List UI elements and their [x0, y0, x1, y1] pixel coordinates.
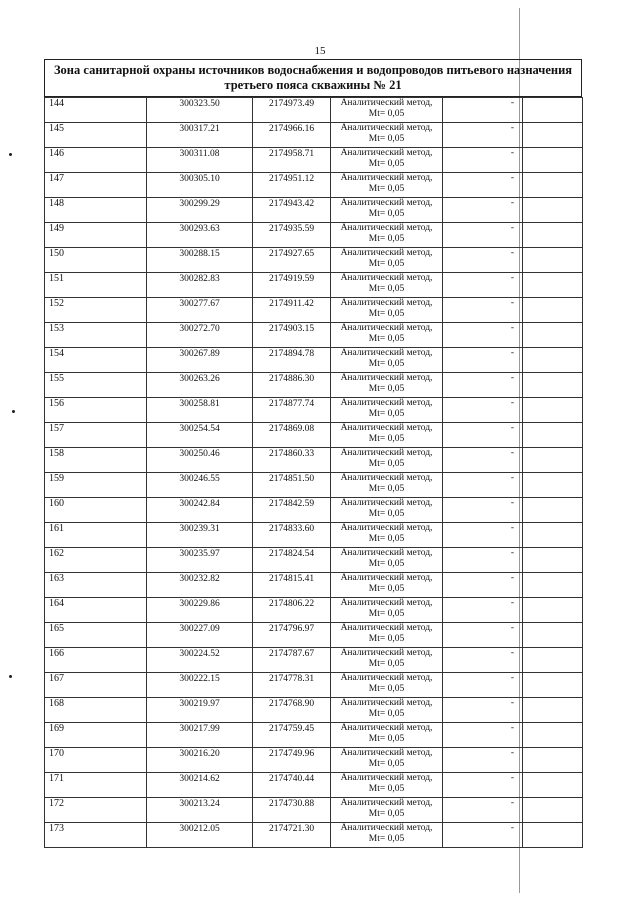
coord-y: 2174759.45	[253, 723, 331, 748]
point-number: 166	[45, 648, 147, 673]
empty-cell	[523, 298, 583, 323]
method-text: Аналитический метод,	[340, 498, 433, 508]
note-cell: -	[443, 98, 523, 123]
note-cell: -	[443, 573, 523, 598]
empty-cell	[523, 348, 583, 373]
method-text: Аналитический метод,	[340, 398, 433, 408]
coord-y: 2174721.30	[253, 823, 331, 848]
coord-x: 300224.52	[147, 648, 253, 673]
method-cell	[331, 648, 443, 673]
coord-x: 300323.50	[147, 98, 253, 123]
method-text: Аналитический метод,	[340, 623, 433, 633]
accuracy-text: Mt= 0,05	[368, 833, 405, 844]
note-cell: -	[443, 273, 523, 298]
accuracy-text: Mt= 0,05	[368, 633, 405, 644]
coord-y: 2174730.88	[253, 798, 331, 823]
coord-x: 300272.70	[147, 323, 253, 348]
accuracy-text: Mt= 0,05	[368, 508, 405, 519]
method-cell	[331, 673, 443, 698]
accuracy-text: Mt= 0,05	[368, 683, 405, 694]
table-row	[45, 498, 583, 523]
coord-y: 2174911.42	[253, 298, 331, 323]
point-number: 168	[45, 698, 147, 723]
coord-x: 300246.55	[147, 473, 253, 498]
coord-y: 2174943.42	[253, 198, 331, 223]
point-number: 151	[45, 273, 147, 298]
empty-cell	[523, 523, 583, 548]
coord-x: 300263.26	[147, 373, 253, 398]
method-text: Аналитический метод,	[340, 298, 433, 308]
page-number: 15	[314, 45, 326, 57]
method-text: Аналитический метод,	[340, 248, 433, 258]
point-number: 156	[45, 398, 147, 423]
empty-cell	[523, 248, 583, 273]
table-row	[45, 573, 583, 598]
point-number: 148	[45, 198, 147, 223]
coord-x: 300219.97	[147, 698, 253, 723]
accuracy-text: Mt= 0,05	[368, 108, 405, 119]
note-cell: -	[443, 423, 523, 448]
method-text: Аналитический метод,	[340, 723, 433, 733]
note-cell: -	[443, 498, 523, 523]
empty-cell	[523, 273, 583, 298]
method-cell	[331, 123, 443, 148]
point-number: 171	[45, 773, 147, 798]
method-cell	[331, 773, 443, 798]
coord-y: 2174824.54	[253, 548, 331, 573]
point-number: 162	[45, 548, 147, 573]
coord-x: 300232.82	[147, 573, 253, 598]
table-row	[45, 548, 583, 573]
coord-y: 2174886.30	[253, 373, 331, 398]
point-number: 165	[45, 623, 147, 648]
coord-y: 2174749.96	[253, 748, 331, 773]
method-cell	[331, 498, 443, 523]
point-number: 169	[45, 723, 147, 748]
method-text: Аналитический метод,	[340, 823, 433, 833]
coord-y: 2174833.60	[253, 523, 331, 548]
method-text: Аналитический метод,	[340, 323, 433, 333]
method-text: Аналитический метод,	[340, 798, 433, 808]
empty-cell	[523, 773, 583, 798]
note-cell: -	[443, 448, 523, 473]
note-cell: -	[443, 198, 523, 223]
empty-cell	[523, 723, 583, 748]
coord-x: 300213.24	[147, 798, 253, 823]
table-row	[45, 273, 583, 298]
coord-x: 300258.81	[147, 398, 253, 423]
note-cell: -	[443, 648, 523, 673]
method-text: Аналитический метод,	[340, 423, 433, 433]
method-cell	[331, 223, 443, 248]
coord-y: 2174869.08	[253, 423, 331, 448]
point-number: 167	[45, 673, 147, 698]
coord-x: 300311.08	[147, 148, 253, 173]
empty-cell	[523, 673, 583, 698]
method-cell	[331, 248, 443, 273]
method-cell	[331, 298, 443, 323]
table-row	[45, 423, 583, 448]
table-row	[45, 473, 583, 498]
coord-y: 2174919.59	[253, 273, 331, 298]
note-cell: -	[443, 148, 523, 173]
method-cell	[331, 273, 443, 298]
empty-cell	[523, 198, 583, 223]
note-cell: -	[443, 173, 523, 198]
method-cell	[331, 823, 443, 848]
method-text: Аналитический метод,	[340, 573, 433, 583]
note-cell: -	[443, 548, 523, 573]
method-text: Аналитический метод,	[340, 698, 433, 708]
method-cell	[331, 698, 443, 723]
note-cell: -	[443, 623, 523, 648]
table-row	[45, 673, 583, 698]
point-number: 154	[45, 348, 147, 373]
empty-cell	[523, 223, 583, 248]
table-row	[45, 173, 583, 198]
coord-x: 300254.54	[147, 423, 253, 448]
note-cell: -	[443, 398, 523, 423]
coord-y: 2174815.41	[253, 573, 331, 598]
note-cell: -	[443, 748, 523, 773]
note-cell: -	[443, 723, 523, 748]
coord-x: 300282.83	[147, 273, 253, 298]
coord-x: 300217.99	[147, 723, 253, 748]
accuracy-text: Mt= 0,05	[368, 183, 405, 194]
accuracy-text: Mt= 0,05	[368, 258, 405, 269]
coord-x: 300229.86	[147, 598, 253, 623]
note-cell: -	[443, 773, 523, 798]
coord-y: 2174966.16	[253, 123, 331, 148]
coord-y: 2174740.44	[253, 773, 331, 798]
accuracy-text: Mt= 0,05	[368, 233, 405, 244]
scan-speck	[9, 153, 12, 156]
table-row	[45, 698, 583, 723]
table-row	[45, 523, 583, 548]
accuracy-text: Mt= 0,05	[368, 158, 405, 169]
method-text: Аналитический метод,	[340, 648, 433, 658]
accuracy-text: Mt= 0,05	[368, 483, 405, 494]
empty-cell	[523, 448, 583, 473]
point-number: 155	[45, 373, 147, 398]
empty-cell	[523, 423, 583, 448]
point-number: 164	[45, 598, 147, 623]
coord-y: 2174958.71	[253, 148, 331, 173]
table-row	[45, 773, 583, 798]
method-text: Аналитический метод,	[340, 448, 433, 458]
accuracy-text: Mt= 0,05	[368, 458, 405, 469]
empty-cell	[523, 323, 583, 348]
method-cell	[331, 173, 443, 198]
point-number: 149	[45, 223, 147, 248]
method-cell	[331, 548, 443, 573]
coord-y: 2174877.74	[253, 398, 331, 423]
coord-y: 2174894.78	[253, 348, 331, 373]
coord-y: 2174951.12	[253, 173, 331, 198]
method-cell	[331, 98, 443, 123]
coord-y: 2174842.59	[253, 498, 331, 523]
method-cell	[331, 798, 443, 823]
coord-x: 300212.05	[147, 823, 253, 848]
table-row	[45, 198, 583, 223]
method-text: Аналитический метод,	[340, 523, 433, 533]
coord-x: 300299.29	[147, 198, 253, 223]
empty-cell	[523, 173, 583, 198]
accuracy-text: Mt= 0,05	[368, 558, 405, 569]
note-cell: -	[443, 248, 523, 273]
accuracy-text: Mt= 0,05	[368, 283, 405, 294]
coord-x: 300277.67	[147, 298, 253, 323]
empty-cell	[523, 823, 583, 848]
method-cell	[331, 348, 443, 373]
coord-x: 300288.15	[147, 248, 253, 273]
method-cell	[331, 473, 443, 498]
coord-y: 2174787.67	[253, 648, 331, 673]
accuracy-text: Mt= 0,05	[368, 383, 405, 394]
coord-x: 300317.21	[147, 123, 253, 148]
coord-x: 300250.46	[147, 448, 253, 473]
method-text: Аналитический метод,	[340, 148, 433, 158]
coord-y: 2174851.50	[253, 473, 331, 498]
method-text: Аналитический метод,	[340, 98, 433, 108]
coord-y: 2174903.15	[253, 323, 331, 348]
point-number: 172	[45, 798, 147, 823]
point-number: 163	[45, 573, 147, 598]
point-number: 157	[45, 423, 147, 448]
table-row	[45, 348, 583, 373]
method-text: Аналитический метод,	[340, 473, 433, 483]
table-row	[45, 723, 583, 748]
point-number: 159	[45, 473, 147, 498]
accuracy-text: Mt= 0,05	[368, 433, 405, 444]
accuracy-text: Mt= 0,05	[368, 583, 405, 594]
coord-y: 2174935.59	[253, 223, 331, 248]
method-text: Аналитический метод,	[340, 348, 433, 358]
table-body	[45, 98, 583, 848]
note-cell: -	[443, 798, 523, 823]
method-cell	[331, 198, 443, 223]
coord-x: 300242.84	[147, 498, 253, 523]
coord-y: 2174768.90	[253, 698, 331, 723]
note-cell: -	[443, 373, 523, 398]
method-cell	[331, 323, 443, 348]
note-cell: -	[443, 298, 523, 323]
accuracy-text: Mt= 0,05	[368, 758, 405, 769]
point-number: 158	[45, 448, 147, 473]
table-row	[45, 398, 583, 423]
coord-x: 300293.63	[147, 223, 253, 248]
method-cell	[331, 623, 443, 648]
coordinates-table	[44, 97, 583, 848]
accuracy-text: Mt= 0,05	[368, 808, 405, 819]
point-number: 153	[45, 323, 147, 348]
empty-cell	[523, 798, 583, 823]
note-cell: -	[443, 223, 523, 248]
method-cell	[331, 748, 443, 773]
method-cell	[331, 573, 443, 598]
accuracy-text: Mt= 0,05	[368, 533, 405, 544]
method-cell	[331, 398, 443, 423]
accuracy-text: Mt= 0,05	[368, 783, 405, 794]
table-row	[45, 598, 583, 623]
note-cell: -	[443, 673, 523, 698]
note-cell: -	[443, 523, 523, 548]
method-cell	[331, 373, 443, 398]
coord-x: 300267.89	[147, 348, 253, 373]
method-text: Аналитический метод,	[340, 548, 433, 558]
accuracy-text: Mt= 0,05	[368, 208, 405, 219]
accuracy-text: Mt= 0,05	[368, 133, 405, 144]
table-row	[45, 448, 583, 473]
method-cell	[331, 723, 443, 748]
accuracy-text: Mt= 0,05	[368, 733, 405, 744]
point-number: 147	[45, 173, 147, 198]
method-cell	[331, 523, 443, 548]
table-row	[45, 123, 583, 148]
point-number: 170	[45, 748, 147, 773]
point-number: 161	[45, 523, 147, 548]
method-cell	[331, 148, 443, 173]
accuracy-text: Mt= 0,05	[368, 308, 405, 319]
method-cell	[331, 448, 443, 473]
empty-cell	[523, 548, 583, 573]
note-cell: -	[443, 698, 523, 723]
empty-cell	[523, 648, 583, 673]
coord-y: 2174806.22	[253, 598, 331, 623]
empty-cell	[523, 598, 583, 623]
point-number: 144	[45, 98, 147, 123]
accuracy-text: Mt= 0,05	[368, 708, 405, 719]
note-cell: -	[443, 823, 523, 848]
scan-speck	[9, 675, 12, 678]
method-text: Аналитический метод,	[340, 123, 433, 133]
method-text: Аналитический метод,	[340, 198, 433, 208]
empty-cell	[523, 148, 583, 173]
empty-cell	[523, 473, 583, 498]
accuracy-text: Mt= 0,05	[368, 358, 405, 369]
table-row	[45, 323, 583, 348]
point-number: 160	[45, 498, 147, 523]
table-row	[45, 823, 583, 848]
point-number: 145	[45, 123, 147, 148]
accuracy-text: Mt= 0,05	[368, 408, 405, 419]
empty-cell	[523, 98, 583, 123]
empty-cell	[523, 698, 583, 723]
scan-speck	[12, 410, 15, 413]
method-text: Аналитический метод,	[340, 773, 433, 783]
empty-cell	[523, 398, 583, 423]
method-text: Аналитический метод,	[340, 373, 433, 383]
empty-cell	[523, 498, 583, 523]
coord-x: 300235.97	[147, 548, 253, 573]
point-number: 146	[45, 148, 147, 173]
note-cell: -	[443, 123, 523, 148]
method-text: Аналитический метод,	[340, 273, 433, 283]
point-number: 152	[45, 298, 147, 323]
note-cell: -	[443, 323, 523, 348]
note-cell: -	[443, 473, 523, 498]
point-number: 173	[45, 823, 147, 848]
note-cell: -	[443, 348, 523, 373]
table-title: Зона санитарной охраны источников водоснабжения и водопроводов питьевого назначения третьего пояса скважины № 21	[44, 59, 582, 97]
note-cell: -	[443, 598, 523, 623]
empty-cell	[523, 373, 583, 398]
table-row	[45, 373, 583, 398]
table-row	[45, 798, 583, 823]
coord-x: 300305.10	[147, 173, 253, 198]
table-row	[45, 98, 583, 123]
method-text: Аналитический метод,	[340, 598, 433, 608]
accuracy-text: Mt= 0,05	[368, 333, 405, 344]
coord-y: 2174927.65	[253, 248, 331, 273]
method-cell	[331, 423, 443, 448]
coord-x: 300216.20	[147, 748, 253, 773]
coord-y: 2174973.49	[253, 98, 331, 123]
coord-y: 2174796.97	[253, 623, 331, 648]
method-cell	[331, 598, 443, 623]
coord-x: 300227.09	[147, 623, 253, 648]
accuracy-text: Mt= 0,05	[368, 608, 405, 619]
method-text: Аналитический метод,	[340, 173, 433, 183]
table-row	[45, 223, 583, 248]
empty-cell	[523, 748, 583, 773]
table-row	[45, 298, 583, 323]
accuracy-text: Mt= 0,05	[368, 658, 405, 669]
empty-cell	[523, 123, 583, 148]
method-text: Аналитический метод,	[340, 748, 433, 758]
coord-x: 300239.31	[147, 523, 253, 548]
table-row	[45, 248, 583, 273]
coord-y: 2174860.33	[253, 448, 331, 473]
table-row	[45, 648, 583, 673]
method-text: Аналитический метод,	[340, 223, 433, 233]
table-row	[45, 148, 583, 173]
empty-cell	[523, 623, 583, 648]
coord-x: 300222.15	[147, 673, 253, 698]
method-text: Аналитический метод,	[340, 673, 433, 683]
coord-x: 300214.62	[147, 773, 253, 798]
coord-y: 2174778.31	[253, 673, 331, 698]
point-number: 150	[45, 248, 147, 273]
empty-cell	[523, 573, 583, 598]
table-row	[45, 748, 583, 773]
table-row	[45, 623, 583, 648]
